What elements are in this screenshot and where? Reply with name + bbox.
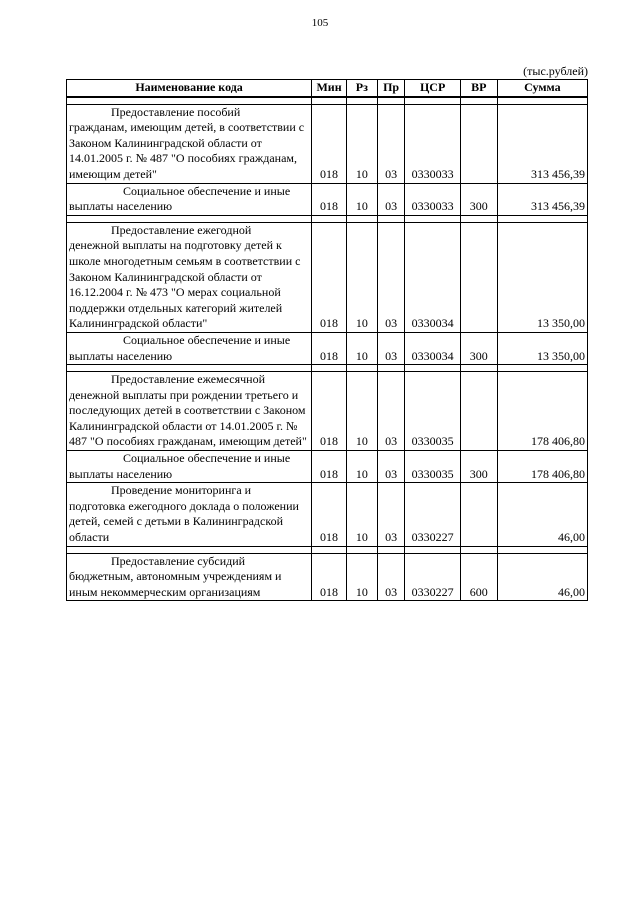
row-csr: 0330034 [405, 332, 460, 364]
row-name: Проведение мониторинга и подготовка ежегодного доклада о положении детей, семей с детьми в Калининградской области [67, 483, 312, 546]
table-header-row [67, 80, 588, 97]
row-sum: 46,00 [497, 553, 587, 601]
row-csr: 0330034 [405, 222, 460, 332]
row-csr: 0330033 [405, 183, 460, 215]
row-min: 018 [312, 372, 347, 451]
row-sum: 178 406,80 [497, 451, 587, 483]
row-min: 018 [312, 332, 347, 364]
spacer-row [67, 215, 588, 222]
table-row [67, 451, 588, 483]
row-csr: 0330227 [405, 553, 460, 601]
table-row [67, 183, 588, 215]
row-sum: 313 456,39 [497, 183, 587, 215]
spacer-row [67, 97, 588, 105]
page-number: 105 [311, 17, 329, 29]
row-min: 018 [312, 483, 347, 546]
row-vr [460, 372, 497, 451]
row-rz: 10 [346, 553, 377, 601]
header-sum: Сумма [497, 80, 587, 97]
row-name: Социальное обеспечение и иные выплаты населению [67, 332, 312, 364]
row-vr [460, 222, 497, 332]
row-rz: 10 [346, 104, 377, 183]
row-min: 018 [312, 104, 347, 183]
budget-table [66, 79, 588, 601]
row-name: Социальное обеспечение и иные выплаты населению [67, 451, 312, 483]
table-row [67, 222, 588, 332]
row-pr: 03 [377, 183, 405, 215]
row-rz: 10 [346, 372, 377, 451]
row-min: 018 [312, 183, 347, 215]
header-vr: ВР [460, 80, 497, 97]
row-pr: 03 [377, 222, 405, 332]
row-sum: 13 350,00 [497, 222, 587, 332]
row-vr: 300 [460, 183, 497, 215]
row-vr: 600 [460, 553, 497, 601]
row-min: 018 [312, 451, 347, 483]
row-vr [460, 104, 497, 183]
row-csr: 0330033 [405, 104, 460, 183]
row-sum: 13 350,00 [497, 332, 587, 364]
table-row [67, 483, 588, 546]
row-min: 018 [312, 222, 347, 332]
row-csr: 0330227 [405, 483, 460, 546]
row-vr: 300 [460, 332, 497, 364]
table-row [67, 553, 588, 601]
row-pr: 03 [377, 483, 405, 546]
row-pr: 03 [377, 332, 405, 364]
row-rz: 10 [346, 222, 377, 332]
row-sum: 313 456,39 [497, 104, 587, 183]
row-name: Предоставление пособий гражданам, имеющим детей, в соответствии с Законом Калининградской области от 14.01.2005 г. № 487 "О пособиях гражданам, имеющим детей" [67, 104, 312, 183]
row-pr: 03 [377, 104, 405, 183]
row-csr: 0330035 [405, 372, 460, 451]
row-rz: 10 [346, 451, 377, 483]
header-min: Мин [312, 80, 347, 97]
units-label: (тыс.рублей) [523, 64, 588, 78]
table-row [67, 104, 588, 183]
row-name: Предоставление ежемесячной денежной выплаты при рождении третьего и последующих детей в соответствии с Законом Калининградской области от 14.01.2005 г. № 487 "О пособиях гражданам, имеющим детей" [67, 372, 312, 451]
row-sum: 178 406,80 [497, 372, 587, 451]
row-rz: 10 [346, 183, 377, 215]
row-vr: 300 [460, 451, 497, 483]
row-rz: 10 [346, 332, 377, 364]
row-pr: 03 [377, 372, 405, 451]
header-rz: Рз [346, 80, 377, 97]
row-pr: 03 [377, 451, 405, 483]
header-csr: ЦСР [405, 80, 460, 97]
row-vr [460, 483, 497, 546]
spacer-row [67, 546, 588, 553]
row-sum: 46,00 [497, 483, 587, 546]
header-pr: Пр [377, 80, 405, 97]
table-row [67, 332, 588, 364]
row-csr: 0330035 [405, 451, 460, 483]
spacer-row [67, 365, 588, 372]
row-name: Социальное обеспечение и иные выплаты населению [67, 183, 312, 215]
row-pr: 03 [377, 553, 405, 601]
row-name: Предоставление ежегодной денежной выплаты на подготовку детей к школе многодетным семьям в соответствии с Законом Калининградской области от 16.12.2004 г. № 473 "О мерах социальной поддержки отдельных категорий жителей Калининградской области" [67, 222, 312, 332]
header-name: Наименование кода [67, 80, 312, 97]
table-row [67, 372, 588, 451]
row-rz: 10 [346, 483, 377, 546]
row-name: Предоставление субсидий бюджетным, автономным учреждениям и иным некоммерческим организациям [67, 553, 312, 601]
row-min: 018 [312, 553, 347, 601]
